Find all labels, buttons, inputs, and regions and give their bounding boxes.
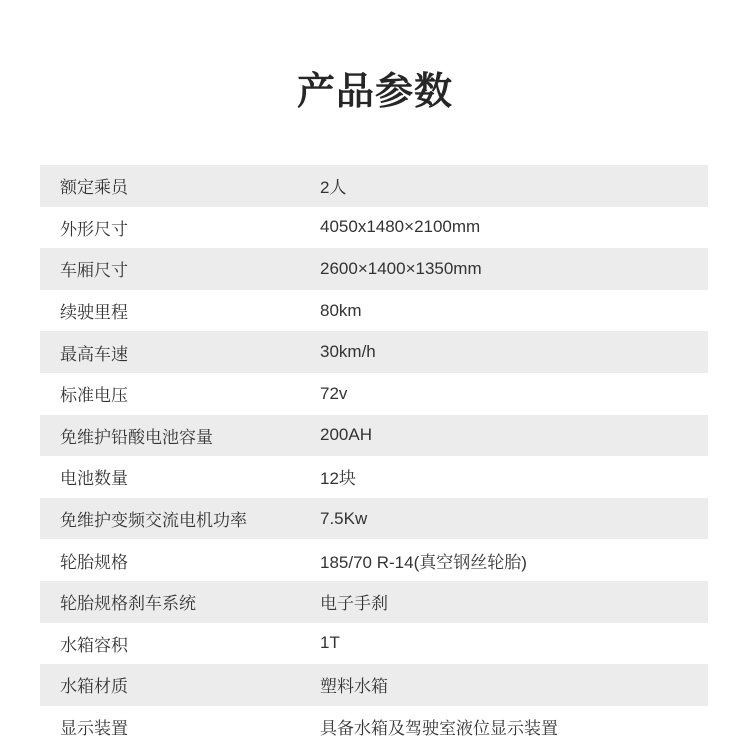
- spec-value: 具备水箱及驾驶室液位显示装置: [320, 719, 558, 739]
- spec-table: [40, 165, 708, 747]
- spec-label: 车厢尺寸: [60, 261, 128, 281]
- table-row: [40, 290, 708, 332]
- table-row: [40, 248, 708, 290]
- spec-label: 续驶里程: [60, 303, 128, 323]
- spec-label: 水箱容积: [60, 635, 128, 655]
- spec-value: 80km: [320, 300, 362, 320]
- spec-label: 水箱材质: [60, 677, 128, 697]
- spec-value: 72v: [320, 383, 348, 403]
- spec-label: 免维护变频交流电机功率: [60, 511, 247, 531]
- spec-value: 塑料水箱: [320, 677, 388, 697]
- table-row: [40, 331, 708, 373]
- table-row: [40, 706, 708, 748]
- spec-value: 1T: [320, 633, 340, 653]
- table-row: [40, 415, 708, 457]
- spec-label: 显示装置: [60, 719, 128, 739]
- spec-label: 标准电压: [60, 386, 128, 406]
- table-row: [40, 165, 708, 207]
- spec-label: 额定乘员: [60, 178, 128, 198]
- table-row: [40, 623, 708, 665]
- spec-label: 电池数量: [60, 469, 128, 489]
- spec-value: 30km/h: [320, 342, 376, 362]
- page-title: 产品参数: [296, 71, 453, 113]
- spec-value: 185/70 R-14(真空钢丝轮胎): [320, 552, 527, 572]
- table-row: [40, 373, 708, 415]
- spec-value: 电子手刹: [320, 594, 388, 614]
- spec-value: 2人: [320, 178, 347, 198]
- table-row: [40, 498, 708, 540]
- spec-value: 2600×1400×1350mm: [320, 258, 482, 278]
- spec-value: 4050x1480×2100mm: [320, 217, 481, 237]
- table-row: [40, 456, 708, 498]
- spec-label: 最高车速: [60, 344, 128, 364]
- spec-label: 外形尺寸: [60, 219, 128, 239]
- spec-label: 轮胎规格: [60, 552, 128, 572]
- table-row: [40, 539, 708, 581]
- spec-label: 轮胎规格刹车系统: [60, 594, 196, 614]
- spec-label: 免维护铅酸电池容量: [60, 427, 213, 447]
- table-row: [40, 207, 708, 249]
- table-row: [40, 581, 708, 623]
- spec-value: 200AH: [320, 425, 372, 445]
- spec-value: 12块: [320, 469, 356, 489]
- spec-value: 7.5Kw: [320, 508, 368, 528]
- table-row: [40, 664, 708, 706]
